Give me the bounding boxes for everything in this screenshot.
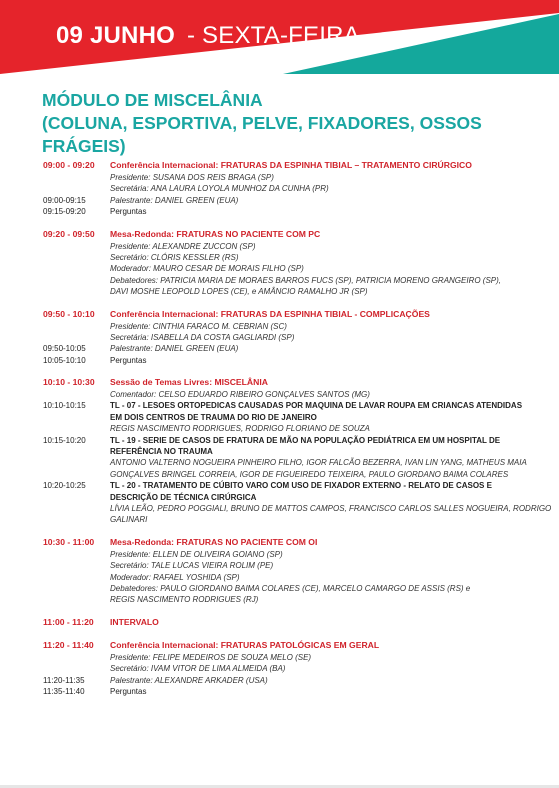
- session-header: [0, 228, 559, 241]
- line-text: Presidente: SUSANA DOS REIS BRAGA (SP): [110, 173, 274, 182]
- line-text: Presidente: ALEXANDRE ZUCCON (SP): [110, 241, 256, 251]
- session-header: [0, 308, 559, 321]
- session-line: [0, 400, 559, 411]
- session-line: [0, 206, 559, 217]
- line-text: Secretário: CLÓRIS KESSLER (RS): [110, 252, 239, 262]
- line-text: TL - 07 - LESOES ORTOPEDICAS CAUSADAS POR MAQUINA DE LAVAR ROUPA EM CRIANCAS ATENDIDAS: [110, 401, 523, 411]
- session-title: INTERVALO: [110, 616, 159, 627]
- line-text: Perguntas: [110, 207, 147, 217]
- session-line: [0, 446, 559, 457]
- session-header: [0, 159, 559, 172]
- session-line: [0, 675, 559, 686]
- line-text: Palestrante: DANIEL GREEN (EUA): [110, 195, 239, 205]
- session-spacer: [0, 629, 559, 639]
- line-text: REGIS NASCIMENTO RODRIGUES (RJ): [110, 595, 259, 605]
- line-text: TL - 19 - SERIE DE CASOS DE FRATURA DE MÃO NA POPULAÇÃO PEDIÁTRICA EM UM HOSPITAL DE: [110, 435, 501, 445]
- session-line: [0, 172, 559, 183]
- line-text: Presidente: FELIPE MEDEIROS DE SOUZA MELO (SE): [110, 652, 312, 662]
- line-text: ANTONIO VALTERNO NOGUEIRA PINHEIRO FILHO, IGOR FALCÃO BEZERRA, IVAN LIN YANG, MATHEUS MAIA: [110, 458, 527, 468]
- line-time: 10:15-10:20: [43, 435, 86, 445]
- session-title: Conferência Internacional: FRATURAS DA ESPINHA TIBIAL – TRATAMENTO CIRÚRGICO: [110, 160, 472, 170]
- session-block: [0, 308, 559, 367]
- session-block: [0, 536, 559, 606]
- line-text: Secretário: IVAM VITOR DE LIMA ALMEIDA (BA): [110, 664, 286, 674]
- line-time: 10:05-10:10: [43, 355, 86, 365]
- line-text: Moderador: MAURO CESAR DE MORAIS FILHO (SP): [110, 264, 304, 274]
- line-text: DESCRIÇÃO DE TÉCNICA CIRÚRGICA: [110, 492, 257, 502]
- line-text: Presidente: ELLEN DE OLIVEIRA GOIANO (SP): [110, 549, 283, 559]
- line-text: Debatedores: PAULO GIORDANO BAIMA COLARES (CE), MARCELO CAMARGO DE ASSIS (RS) e: [110, 583, 471, 593]
- session-header: [0, 616, 559, 629]
- session-header: [0, 536, 559, 549]
- line-text: REGIS NASCIMENTO RODRIGUES, RODRIGO FLORIANO DE SOUZA: [110, 424, 370, 434]
- session-line: [0, 492, 559, 503]
- session-line: [0, 321, 559, 332]
- line-text: REFERÊNCIA NO TRAUMA: [110, 447, 213, 457]
- line-text: Secretária: ISABELLA DA COSTA GAGLIARDI (SP): [110, 332, 295, 342]
- session-header: [0, 639, 559, 652]
- session-line: [0, 503, 559, 514]
- line-text: TL - 20 - TRATAMENTO DE CÚBITO VARO COM USO DE FIXADOR EXTERNO - RELATO DE CASOS E: [110, 481, 492, 491]
- session-line: [0, 332, 559, 343]
- line-text: GONÇALVES BRINGEL CORREIA, IGOR DE FIGUEIREDO TEIXEIRA, PAULO GIORDANO BAIMA COLARES: [110, 469, 509, 479]
- session-line: [0, 183, 559, 194]
- line-text: DAVI MOSHE LEOPOLD LOPES (CE), e AMÂNCIO RAMALHO JR (SP): [110, 287, 368, 297]
- module-title-line1: MÓDULO DE MISCELÂNIA: [42, 90, 263, 110]
- session-time: 10:30 - 11:00: [43, 536, 95, 547]
- session-line: [0, 195, 559, 206]
- session-line: [0, 652, 559, 663]
- line-time: 10:20-10:25: [43, 481, 86, 491]
- session-block: [0, 159, 559, 218]
- line-text: Debatedores: PATRICIA MARIA DE MORAES BARROS FUCS (SP), PATRICIA MORENO GRANGEIRO (SP),: [110, 275, 502, 285]
- session-time: 10:10 - 10:30: [43, 377, 95, 388]
- session-line: [0, 275, 559, 286]
- session-block: [0, 639, 559, 698]
- session-title: Mesa-Redonda: FRATURAS NO PACIENTE COM PC: [110, 228, 321, 239]
- line-time: 09:15-09:20: [43, 207, 86, 217]
- session-line: [0, 469, 559, 480]
- session-line: [0, 286, 559, 297]
- session-line: [0, 686, 559, 697]
- session-spacer: [0, 366, 559, 376]
- line-text: Palestrante: ALEXANDRE ARKADER (USA): [110, 675, 268, 685]
- line-text: Secretária: ANA LAURA LOYOLA MUNHOZ DA CUNHA (PR): [110, 184, 329, 194]
- session-spacer: [0, 526, 559, 536]
- session-line: [0, 549, 559, 560]
- session-time: 11:00 - 11:20: [43, 616, 94, 627]
- line-text: EM DOIS CENTROS DE TRAUMA DO RIO DE JANEIRO: [110, 412, 317, 422]
- session-line: [0, 560, 559, 571]
- session-line: [0, 263, 559, 274]
- session-line: [0, 343, 559, 354]
- line-text: Perguntas: [110, 686, 147, 696]
- session-line: [0, 514, 559, 525]
- line-text: Palestrante: DANIEL GREEN (EUA): [110, 344, 239, 354]
- session-block: [0, 376, 559, 526]
- session-title: Mesa-Redonda: FRATURAS NO PACIENTE COM OI: [110, 536, 318, 547]
- session-line: [0, 594, 559, 605]
- session-title: Sessão de Temas Livres: MISCELÂNIA: [110, 377, 268, 388]
- session-line: [0, 252, 559, 263]
- module-title-line2: (COLUNA, ESPORTIVA, PELVE, FIXADORES, OSSOS FRÁGEIS): [42, 113, 482, 156]
- session-time: 09:00 - 09:20: [43, 160, 95, 170]
- page-header: [0, 0, 559, 74]
- line-text: Presidente: CINTHIA FARACO M. CEBRIAN (SC): [110, 321, 287, 331]
- session-line: [0, 423, 559, 434]
- session-line: [0, 355, 559, 366]
- module-title: [42, 89, 542, 158]
- line-text: Moderador: RAFAEL YOSHIDA (SP): [110, 572, 240, 582]
- session-block: [0, 228, 559, 298]
- session-time: 11:20 - 11:40: [43, 639, 94, 650]
- session-time: 09:50 - 10:10: [43, 308, 95, 319]
- session-line: [0, 480, 559, 491]
- line-time: 10:10-10:15: [43, 401, 86, 411]
- line-text: Secretário: TALE LUCAS VIEIRA ROLIM (PE): [110, 561, 274, 571]
- session-spacer: [0, 298, 559, 308]
- session-spacer: [0, 606, 559, 616]
- session-line: [0, 663, 559, 674]
- line-time: 11:20-11:35: [43, 675, 85, 685]
- header-weekday: - SEXTA-FEIRA: [186, 22, 360, 49]
- session-title: Conferência Internacional: FRATURAS DA ESPINHA TIBIAL - COMPLICAÇÕES: [110, 308, 430, 319]
- header-title: [56, 22, 360, 50]
- session-line: [0, 241, 559, 252]
- line-time: 09:00-09:15: [43, 195, 86, 205]
- session-spacer: [0, 218, 559, 228]
- line-text: GALINARI: [110, 515, 148, 525]
- session-title: Conferência Internacional: FRATURAS PATOLÓGICAS EM GERAL: [110, 639, 380, 650]
- session-time: 09:20 - 09:50: [43, 228, 95, 239]
- line-text: Perguntas: [110, 355, 147, 365]
- line-time: 09:50-10:05: [43, 344, 86, 354]
- line-text: Comentador: CELSO EDUARDO RIBEIRO GONÇALVES SANTOS (MG): [110, 390, 370, 400]
- session-line: [0, 457, 559, 468]
- session-header: [0, 376, 559, 389]
- session-line: [0, 412, 559, 423]
- session-line: [0, 583, 559, 594]
- line-text: LÍVIA LEÃO, PEDRO POGGIALI, BRUNO DE MATTOS CAMPOS, FRANCISCO CARLOS SALLES NOGUEIRA, RODRIGO: [110, 503, 552, 513]
- session-line: [0, 572, 559, 583]
- line-time: 11:35-11:40: [43, 686, 85, 696]
- session-line: [0, 389, 559, 400]
- header-date: 09 JUNHO: [56, 22, 175, 49]
- program-schedule: [0, 159, 559, 697]
- session-line: [0, 435, 559, 446]
- session-block: [0, 616, 559, 629]
